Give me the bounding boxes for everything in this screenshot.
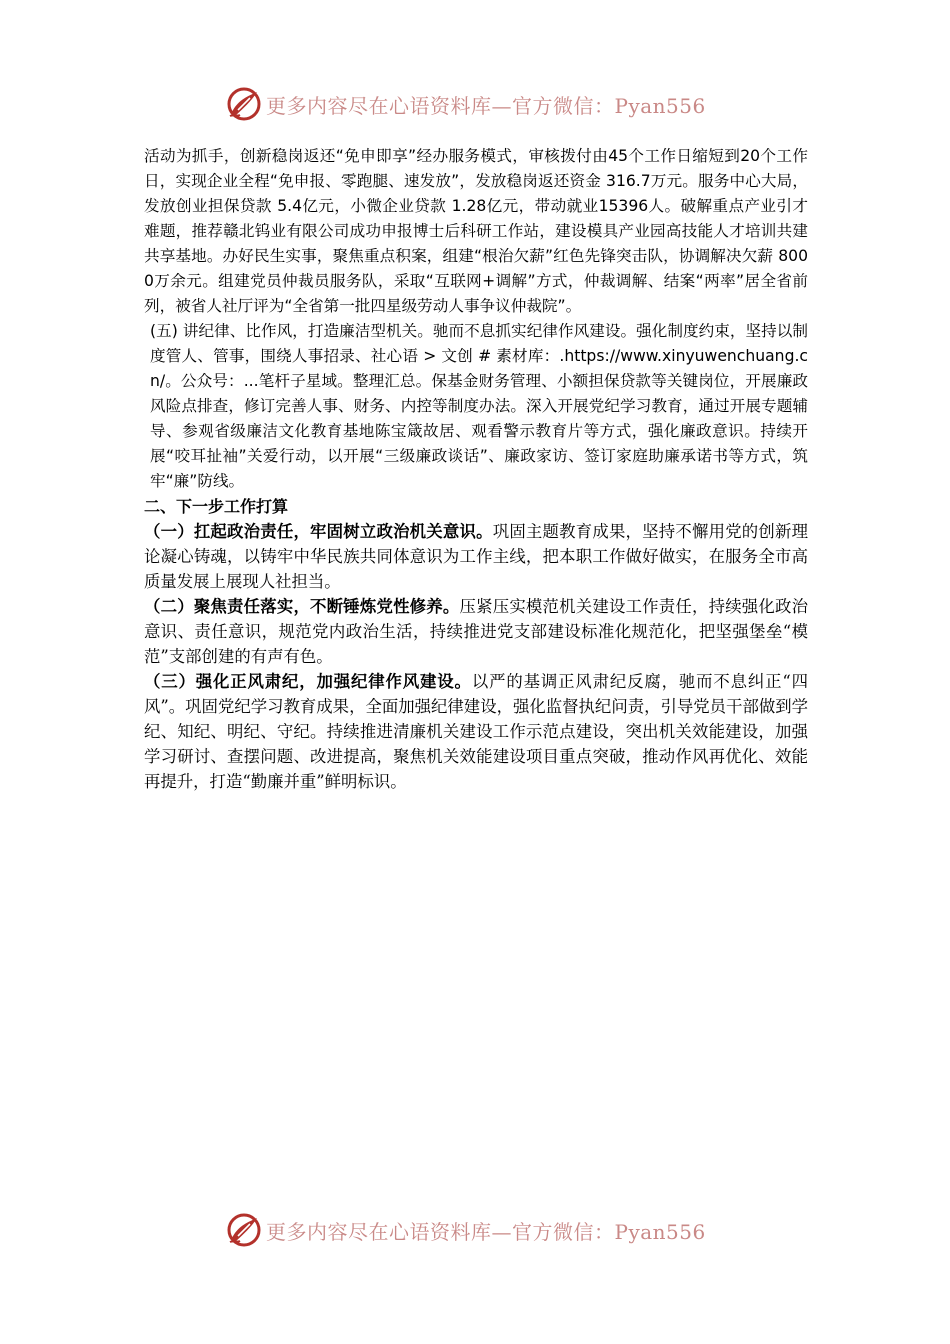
document-body — [144, 144, 808, 794]
pen-ribbon-logo-icon — [226, 1212, 262, 1248]
pen-ribbon-logo-icon — [226, 86, 262, 122]
paragraph-discipline-style — [144, 669, 808, 794]
paragraph-results: 活动为抓手，创新稳岗返还“免申即享”经办服务模式，审核拨付由45个工作日缩短到20个工作日，实现企业全程“免申报、零跑腿、速发放”，发放稳岗返还资金 316.7万元。服务中心大局，发放创业担保贷款 5.4亿元，小微企业贷款 1.28亿元，带动就业15396人。破解重点产业引才难题，推荐赣北钨业有限公司成功申报博士后科研工作站，建设模具产业园高技能人才培训共建共享基地。办好民生实事，聚焦重点积案，组建“根治欠薪”红色先锋突击队，协调解决欠薪 8000万余元。组建党员仲裁员服务队，采取“互联网+调解”方式，仲裁调解、结案“两率”居全省前列，被省人社厅评为“全省第一批四星级劳动人事争议仲裁院”。 — [144, 147, 808, 315]
header-banner-text: 更多内容尽在心语资料库—官方微信：Pyan556 — [266, 93, 706, 118]
paragraph-body-3: 以严的基调正风肃纪反腐，驰而不息纠正“四风”。巩固党纪学习教育成果，全面加强纪律建设，强化监督执纪问责，引导党员干部做到学纪、知纪、明纪、守纪。持续推进清廉机关建设工作示范点建设，突出机关效能建设，加强学习研讨、查摆问题、改进提高，聚焦机关效能建设项目重点突破，推动作风再优化、效能再提升，打造“勤廉并重”鲜明标识。 — [144, 672, 809, 791]
paragraph-political-responsibility — [144, 519, 808, 594]
paragraph-lead-2: （二）聚焦责任落实，不断锤炼党性修养。 — [144, 597, 460, 616]
paragraph-discipline: (五) 讲纪律、比作风，打造廉洁型机关。驰而不息抓实纪律作风建设。强化制度约束，坚持以制度管人、管事，围绕人事招录、社心语 > 文创 # 素材库：.https://www.xinyuwenchuang.cn/。公众号：...笔杆子星域。整理汇总。保基金财务管理、小额担保贷款等关键岗位，开展廉政风险点排查，修订完善人事、财务、内控等制度办法。深入开展党纪学习教育，通过开展专题辅导、参观省级廉洁文化教育基地陈宝箴故居、观看警示教育片等方式，强化廉政意识。持续开展“咬耳扯袖”关爱行动，以开展“三级廉政谈话”、廉政家访、签订家庭助廉承诺书等方式，筑牢“廉”防线。 — [150, 322, 808, 490]
footer-banner — [226, 1210, 706, 1250]
paragraph-party-spirit — [144, 594, 808, 669]
paragraph-body-1: 巩固主题教育成果，坚持不懈用党的创新理论凝心铸魂，以铸牢中华民族共同体意识为工作主线，把本职工作做好做实，在服务全市高质量发展上展现人社担当。 — [144, 522, 809, 591]
paragraph-lead-3: （三）强化正风肃纪，加强纪律作风建设。 — [144, 672, 472, 691]
section-heading-next-steps: 二、下一步工作打算 — [144, 497, 289, 516]
paragraph-body-2: 压紧压实模范机关建设工作责任，持续强化政治意识、责任意识，规范党内政治生活，持续推进党支部建设标准化规范化，把坚强堡垒“模范”支部创建的有声有色。 — [144, 597, 809, 666]
paragraph-lead-1: （一）扛起政治责任，牢固树立政治机关意识。 — [144, 522, 493, 541]
footer-banner-text: 更多内容尽在心语资料库—官方微信：Pyan556 — [266, 1219, 706, 1244]
header-banner — [226, 84, 706, 124]
